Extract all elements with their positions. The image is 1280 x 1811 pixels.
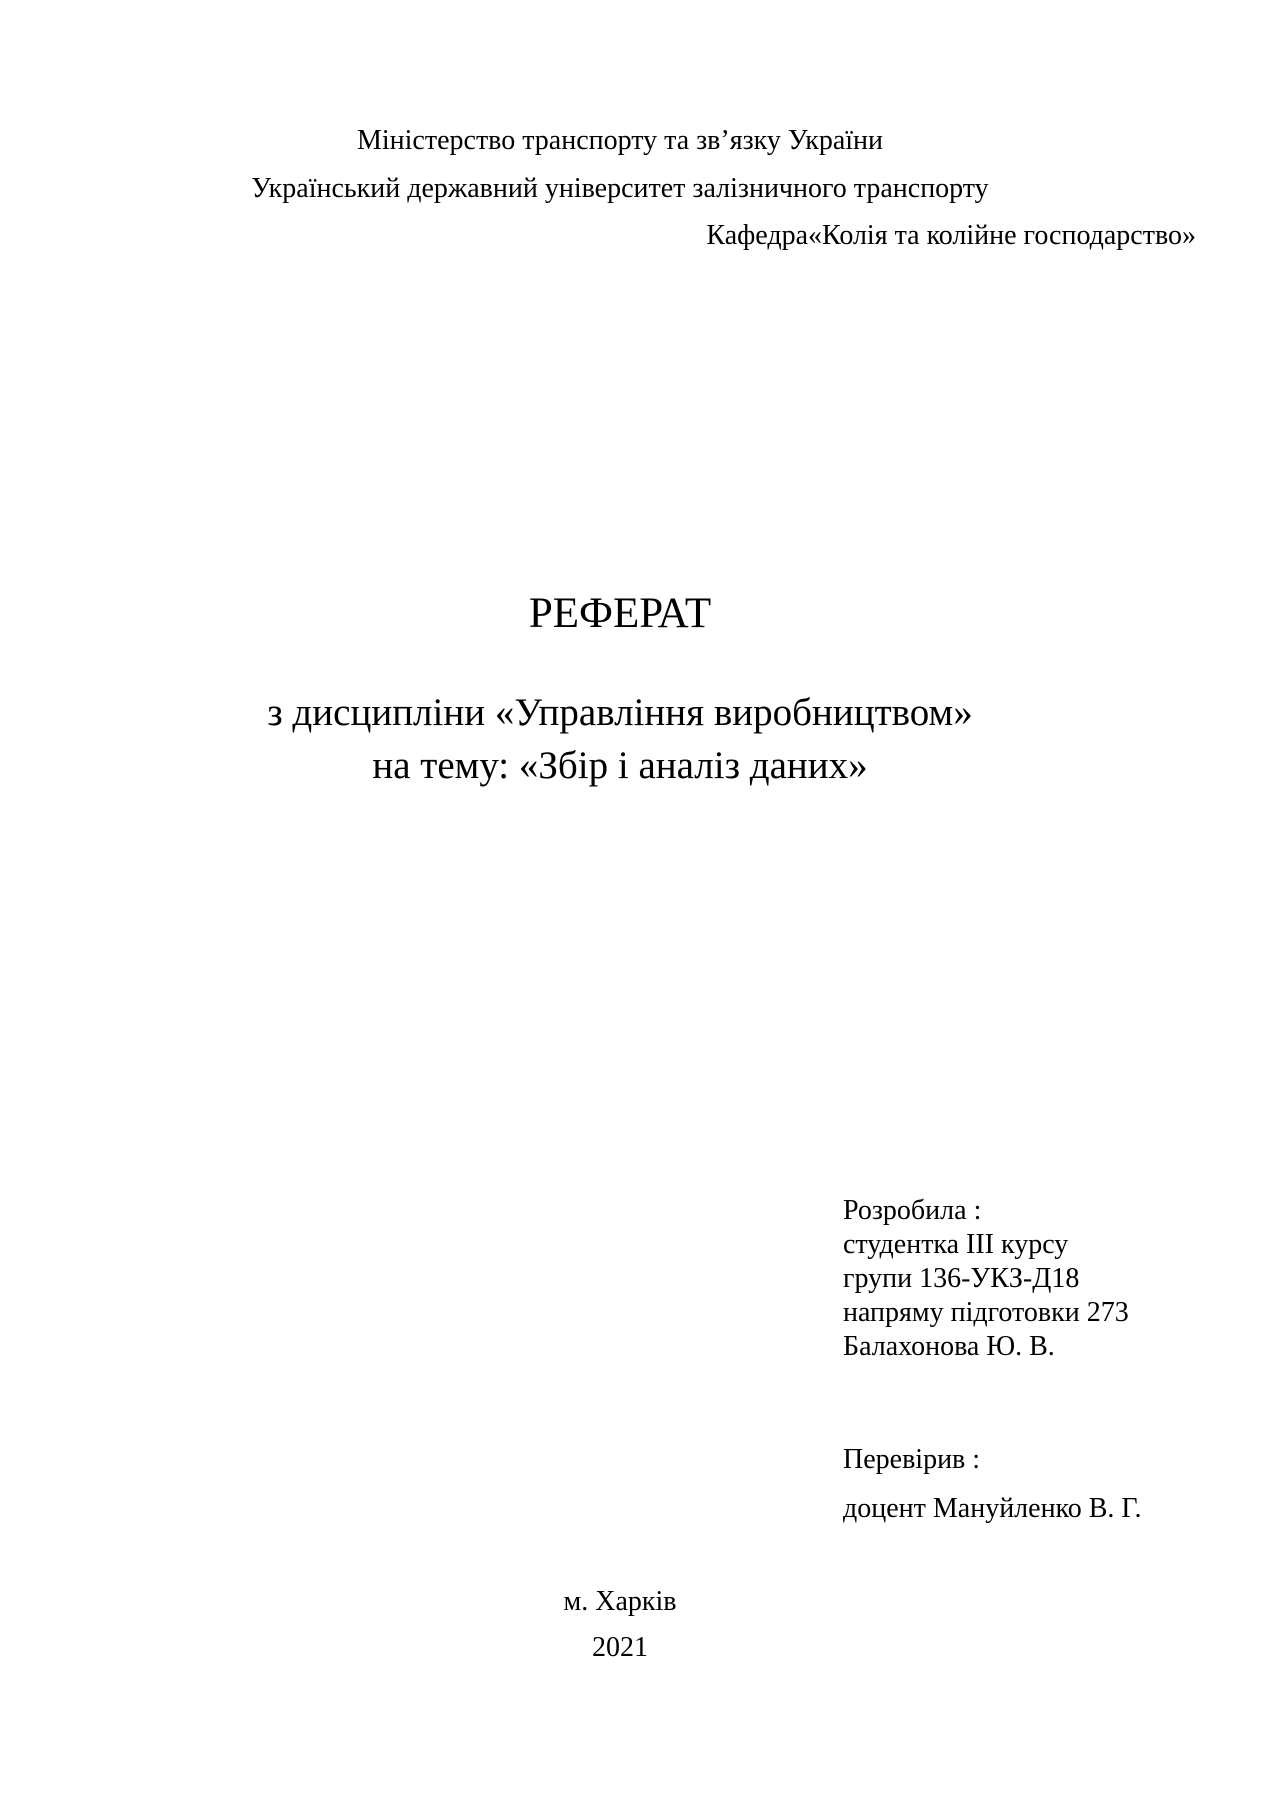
author-specialty: напряму підготовки 273 <box>843 1297 1129 1328</box>
ministry-name: Міністерство транспорту та зв’язку України <box>356 125 884 156</box>
author-label: Розробила : <box>843 1195 982 1226</box>
department-name: Кафедра«Колія та колійне господарство» <box>706 220 1196 251</box>
topic-line: на тему: «Збір і аналіз даних» <box>372 744 868 787</box>
reviewer-name: доцент Мануйленко В. Г. <box>843 1493 1142 1524</box>
document-title: РЕФЕРАТ <box>528 590 712 637</box>
university-name: Український державний університет залізничного транспорту <box>251 173 989 204</box>
author-name: Балахонова Ю. В. <box>843 1331 1055 1362</box>
author-course: студентка ІІІ курсу <box>843 1229 1069 1260</box>
author-block <box>843 1194 1129 1364</box>
reviewer-label: Перевірив : <box>843 1444 981 1475</box>
city: м. Харків <box>563 1586 677 1617</box>
discipline-line: з дисципліни «Управління виробництвом» <box>267 691 973 734</box>
author-group: групи 136-УКЗ-Д18 <box>843 1263 1080 1294</box>
year: 2021 <box>592 1632 648 1663</box>
